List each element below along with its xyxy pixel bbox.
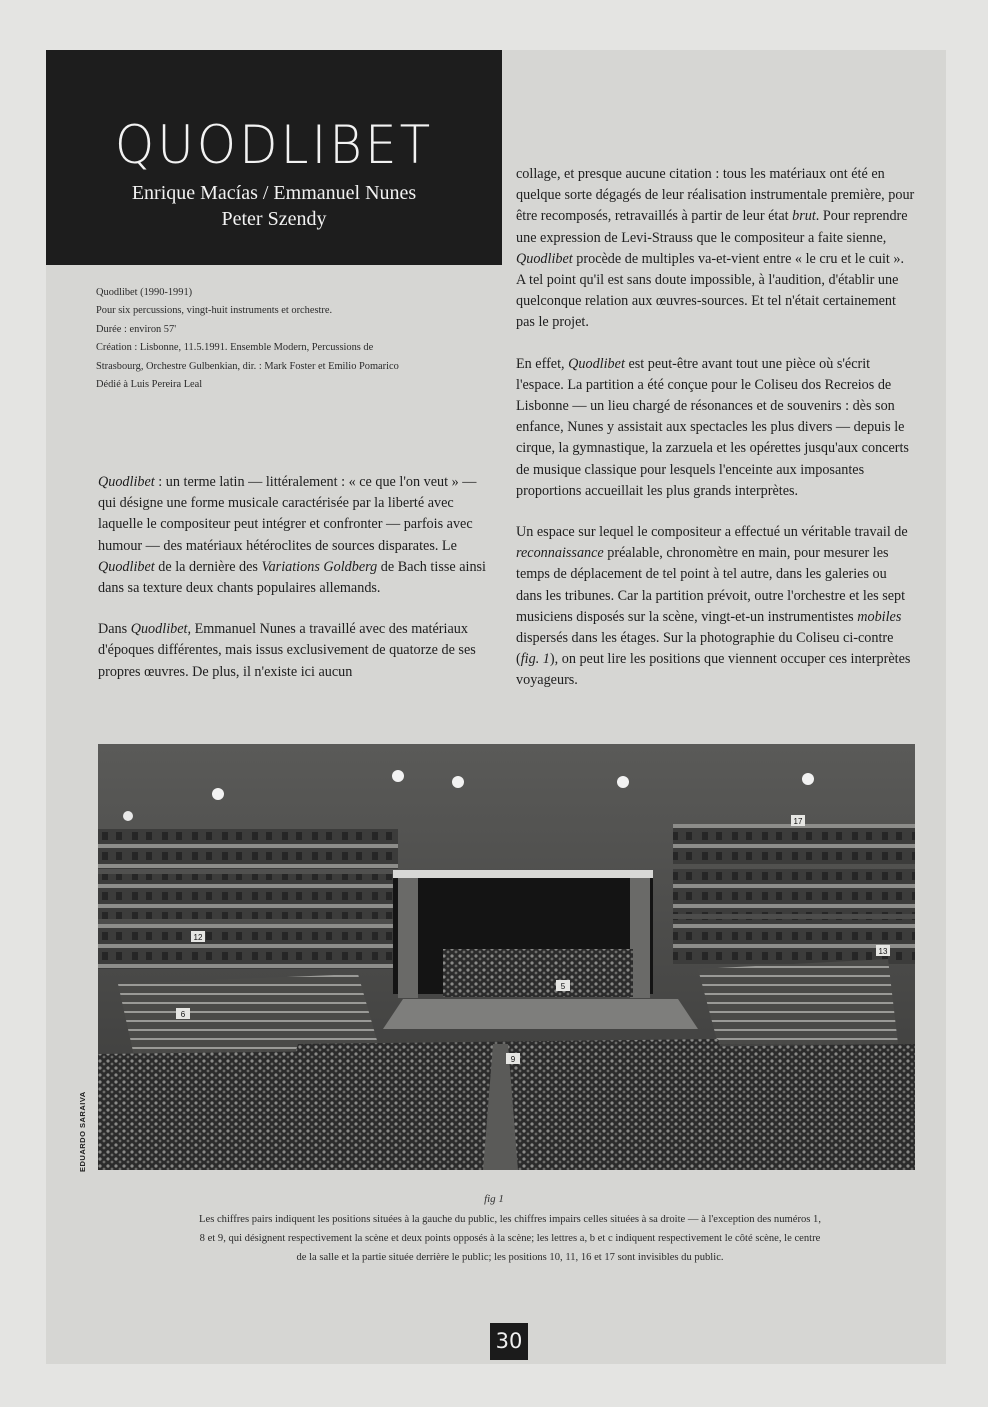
figure-label: fig 1 (484, 1193, 504, 1205)
paragraph (516, 522, 916, 692)
text-run: Un espace sur lequel le compositeur a effectué un véritable travail de (516, 524, 908, 541)
italic-term: Variations Goldberg (261, 558, 378, 575)
position-marker: 5 (560, 982, 566, 991)
italic-term: fig. 1 (520, 651, 550, 668)
text-run: procède de multiples va-et-vient entre « le cru et le cuit ». A tel point qu'il est sans doute impossible, à l'audition, d'établir une quelconque relation aux œuvres-sources. Et tel n'était certainement pas le projet. (516, 250, 905, 331)
right-column (516, 164, 916, 712)
text-run: : un terme latin — littéralement : « ce que l'on veut » — qui désigne une forme musicale caractérisée par la liberté avec laquelle le compositeur peut intégrer et confronter — parfois avec humour — des matériaux hétéroclites de sources disparates. Le (98, 474, 477, 554)
paragraph (98, 619, 498, 683)
page-number: 30 (490, 1323, 528, 1360)
credits-line: Strasbourg, Orchestre Gulbenkian, dir. : Mark Foster et Emilio Pomarico (96, 360, 399, 372)
caption-line: de la salle et la partie située derrière le public; les positions 10, 11, 16 et 17 sont invisibles du public. (296, 1252, 724, 1263)
text-run: est peut-être avant tout une pièce où s'écrit l'espace. La partition a été conçue pour le Coliseu dos Recreios de Lisbonne — un lieu chargé de résonances et de souvenirs : dès son enfance, Nunes y assistait aux spectacles les plus divers — depuis le cirque, la gymnastique, la zarzuela et les opérettes jusqu'aux concerts de musique classique pour lesquels l'enceinte aux imposantes proportions accueillait les plus grands interprètes. (516, 355, 909, 499)
position-marker: 17 (793, 817, 803, 826)
figure-caption (120, 1210, 900, 1267)
italic-term: Quodlibet (130, 621, 188, 638)
position-marker: 6 (180, 1010, 186, 1019)
credits-line: Création : Lisbonne, 11.5.1991. Ensemble Modern, Percussions de (96, 342, 374, 354)
italic-term: Quodlibet (98, 558, 155, 575)
paragraph (516, 164, 916, 334)
photo-credit: EDUARDO SARAIVA (78, 1091, 87, 1172)
position-marker: 12 (193, 933, 203, 942)
position-marker: 13 (878, 947, 888, 956)
credits-line: Quodlibet (1990-1991) (96, 287, 193, 298)
text-run: collage, et presque aucune citation : tous les matériaux ont été en quelque sorte dégagés de leur réalisation instrumentale première, pour être recomposés, retravaillés à partir de leur état (516, 166, 915, 225)
title-block (46, 50, 502, 265)
text-run: Dans (98, 621, 131, 638)
coliseu-photograph (98, 744, 915, 1170)
italic-term: reconnaissance (516, 545, 604, 562)
italic-term: mobiles (857, 608, 902, 625)
text-run: de Bach tisse ainsi dans sa texture deux chants populaires allemands. (98, 558, 486, 597)
text-run: dispersés dans les étages. Sur la photographie du Coliseu ci-contre ( (516, 630, 894, 668)
article-title: QUODLIBET (114, 114, 434, 176)
italic-term: Quodlibet (98, 474, 155, 490)
text-run: . Pour reprendre une expression de Levi-Strauss que le compositeur a faite sienne, (516, 208, 908, 246)
caption-line: Les chiffres pairs indiquent les positions situées à la gauche du public, les chiffres impairs celles situées à sa droite — à l'exception des numéros 1, (199, 1214, 821, 1225)
work-credits (96, 284, 496, 394)
italic-term: Quodlibet (516, 250, 573, 267)
text-run: ), on peut lire les positions que viennent occuper ces interprètes voyageurs. (516, 651, 911, 689)
theatre-illustration (98, 744, 915, 1170)
paragraph (516, 354, 916, 502)
authors (46, 180, 502, 232)
position-marker: 9 (510, 1055, 516, 1064)
text-run: préalable, chronomètre en main, pour mesurer les temps de déplacement de tel point à tel autre, dans les galeries ou dans les tribunes. Car la partition prévoit, outre l'orchestre et les sept musiciens disposés sur la scène, vingt-et-un instrumentistes (516, 545, 906, 625)
credits-line: Pour six percussions, vingt-huit instruments et orchestre. (96, 305, 333, 317)
caption-line: 8 et 9, qui désignent respectivement la scène et deux points opposés à la scène; les lettres a, b et c indiquent respectivement le côté scène, le centre (199, 1233, 821, 1244)
paragraph (98, 472, 498, 599)
text-run: de la dernière des (154, 558, 262, 575)
left-column (98, 472, 498, 703)
credits-line: Durée : environ 57' (96, 323, 177, 335)
italic-term: Quodlibet (568, 355, 625, 372)
text-run: En effet, (516, 355, 569, 372)
authors-line-1: Enrique Macías / Emmanuel Nunes (131, 182, 417, 204)
authors-line-2: Peter Szendy (221, 208, 327, 230)
italic-term: brut (792, 208, 816, 225)
text-run: , Emmanuel Nunes a travaillé avec des matériaux d'époques différentes, mais issus exclusivement de quatorze de ses propres œuvres. De plus, il n'existe ici aucun (98, 621, 476, 680)
credits-line: Dédié à Luis Pereira Leal (96, 379, 203, 391)
